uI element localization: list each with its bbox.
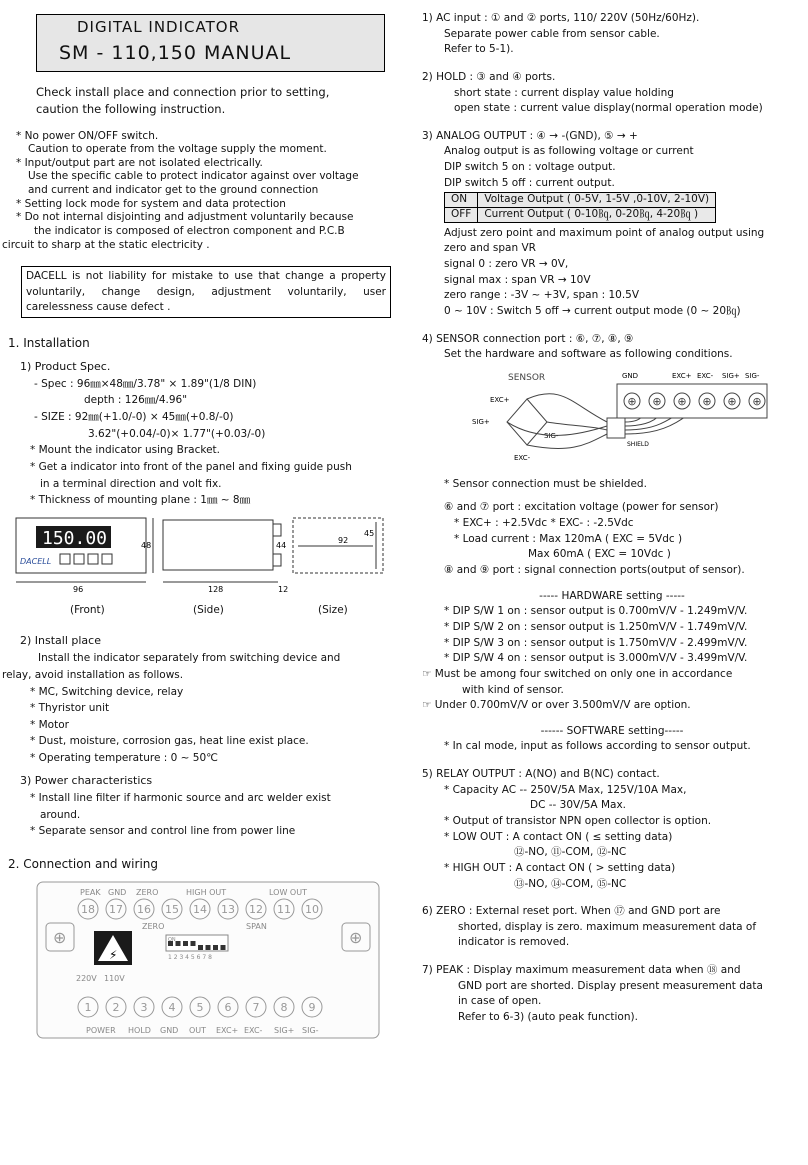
dim-size-h: 45: [364, 528, 375, 538]
bottom-terminal: 8: [280, 1000, 288, 1014]
wire-sig-plus: SIG+: [472, 417, 490, 426]
relay-line: * Output of transistor NPN open collector is option.: [444, 814, 712, 827]
dip-toggle: [183, 941, 188, 946]
bottom-terminal: 7: [252, 1000, 260, 1014]
analog-line: Analog output is as following voltage or current: [444, 145, 694, 158]
dip-toggle: [176, 941, 181, 946]
power-heading: 3) Power characteristics: [20, 773, 153, 787]
note: Caution to operate from the voltage supply the moment.: [28, 143, 327, 156]
label-peak: PEAK: [80, 887, 101, 897]
label-size: (Size): [318, 603, 348, 616]
screw-icon: ⊕: [652, 394, 662, 408]
intro-line: Check install place and connection prior to setting,: [36, 85, 330, 100]
peak-line: Refer to 6-3) (auto peak function).: [458, 1011, 638, 1024]
bottom-terminal: 2: [112, 1000, 120, 1014]
sensor-note: * Sensor connection must be shielded.: [444, 477, 647, 490]
analog-line: 0 ~ 10V : Switch 5 off → current output mode (0 ~ 20㏃): [444, 304, 741, 317]
lightning-icon: ⚡: [109, 947, 118, 962]
sensor-wires: [507, 394, 607, 449]
dim-front-h: 48: [141, 540, 152, 550]
dimension-drawings: [8, 514, 388, 594]
sensor-line: Set the hardware and software as following conditions.: [444, 348, 733, 361]
install-item: * Operating temperature : 0 ~ 50℃: [30, 752, 218, 765]
title-box: [36, 14, 385, 72]
note: circuit to sharp at the static electricity .: [2, 238, 210, 251]
ac-line: Separate power cable from sensor cable.: [444, 27, 660, 40]
sensor-diagram: [422, 364, 782, 476]
wire-exc-minus: EXC-: [514, 453, 531, 462]
term-exc-minus: EXC-: [697, 371, 714, 380]
peak-section: [422, 964, 802, 1025]
bottom-terminal: 4: [168, 1000, 176, 1014]
top-terminal: 14: [193, 902, 207, 916]
ac-heading: 1) AC input : ① and ② ports, 110/ 220V (50Hz/60Hz).: [422, 12, 700, 24]
label-gnd: GND: [108, 887, 127, 897]
hold-line: open state : current value display(normal operation mode): [454, 102, 763, 115]
analog-line: DIP switch 5 off : current output.: [444, 176, 615, 189]
term-exc-plus: EXC+: [672, 371, 692, 380]
top-terminal: 15: [165, 902, 179, 916]
product-spec-heading: 1) Product Spec.: [20, 359, 111, 373]
ac-line: Refer to 5-1).: [444, 43, 514, 56]
label-high-out: HIGH OUT: [186, 887, 227, 897]
label-exc-minus: EXC-: [244, 1025, 263, 1035]
must-line: ☞ Must be among four switched on only one in accordance: [422, 667, 733, 680]
dip-line: * DIP S/W 1 on : sensor output is 0.700mV/V - 1.249mV/V.: [444, 605, 748, 618]
dip-toggle: [213, 945, 218, 950]
note: and current and indicator get to the ground connection: [28, 184, 319, 197]
top-terminal: 17: [109, 902, 123, 916]
sensor-line: ⑥ and ⑦ port : excitation voltage (power for sensor): [444, 501, 719, 514]
zero-line: indicator is removed.: [458, 936, 570, 949]
peak-line: GND port are shorted. Display present measurement data: [458, 979, 763, 992]
relay-section: [422, 768, 802, 891]
sw-heading: ------ SOFTWARE setting-----: [540, 724, 684, 737]
left-column: [2, 10, 393, 1041]
bottom-terminal: 9: [308, 1000, 316, 1014]
side-bracket: [273, 524, 281, 536]
label-out: OUT: [189, 1025, 207, 1035]
cell: ON: [445, 193, 478, 208]
dip-line: * DIP S/W 4 on : sensor output is 3.000mV/V - 3.499mV/V.: [444, 652, 748, 665]
cell: Current Output ( 0-10㏃, 0-20㏃, 4-20㏃ ): [478, 208, 716, 223]
install-item: * MC, Switching device, relay: [30, 685, 184, 698]
hold-heading: 2) HOLD : ③ and ④ ports.: [422, 70, 556, 83]
table-row: [445, 208, 716, 223]
dip-numbers: 1 2 3 4 5 6 7 8: [168, 953, 212, 961]
label-side: (Side): [193, 603, 224, 616]
bullet: * Thickness of mounting plane : 1㎜ ~ 8㎜: [30, 494, 251, 507]
label-sig-minus: SIG-: [302, 1025, 319, 1035]
shield-label: SHIELD: [627, 440, 649, 448]
hold-line: short state : current display value holding: [454, 86, 674, 99]
hw-heading: ----- HARDWARE setting -----: [539, 589, 685, 602]
note: * No power ON/OFF switch.: [16, 129, 159, 142]
bridge: [507, 399, 547, 445]
note: * Input/output part are not isolated electrically.: [16, 156, 263, 169]
analog-line: signal max : span VR → 10V: [444, 273, 591, 286]
analog-table: [444, 192, 716, 222]
relay-line: * Capacity AC -- 250V/5A Max, 125V/10A Max,: [444, 783, 687, 796]
dim-side-h: 44: [276, 540, 287, 550]
dip-toggle: [198, 945, 203, 950]
label-gnd-b: GND: [160, 1025, 179, 1035]
cable-gland: [607, 418, 625, 438]
analog-line: zero and span VR: [444, 242, 536, 255]
install-para: Install the indicator separately from switching device and: [38, 652, 341, 665]
display-value: 150.00: [42, 527, 108, 549]
sensor-line: * Load current : Max 120mA ( EXC = 5Vdc ): [454, 532, 683, 545]
relay-line: ⑬-NO, ⑭-COM, ⑮-NC: [514, 877, 627, 890]
spec-line: - Spec : 96㎜×48㎜/3.78" × 1.89"(1/8 DIN): [34, 377, 257, 390]
label-span-vr: SPAN: [246, 921, 267, 931]
install-item: * Dust, moisture, corrosion gas, heat line exist place.: [30, 735, 309, 748]
dim-side-t: 12: [278, 584, 289, 594]
zero-section: [422, 905, 802, 950]
screw-icon: ⊕: [53, 927, 67, 947]
top-terminal: 18: [81, 902, 95, 916]
note: the indicator is composed of electron component and P.C.B: [34, 225, 345, 238]
spec-line: depth : 126㎜/4.96": [84, 394, 188, 407]
installation-heading: 1. Installation: [8, 335, 90, 350]
label-front: (Front): [70, 603, 105, 616]
dip-line: * DIP S/W 3 on : sensor output is 1.750mV/V - 2.499mV/V.: [444, 636, 748, 649]
analog-section: [422, 130, 802, 319]
hold-section: [422, 71, 802, 116]
bottom-terminal: 3: [140, 1000, 148, 1014]
label-zero-vr: ZERO: [142, 921, 165, 931]
sensor-line: * EXC+ : +2.5Vdc * EXC- : -2.5Vdc: [454, 517, 634, 530]
relay-line: * HIGH OUT : A contact ON ( > setting data): [444, 861, 676, 874]
drawing-labels: [8, 604, 393, 626]
install-para: relay, avoid installation as follows.: [2, 668, 184, 681]
term-gnd: GND: [622, 371, 639, 380]
peak-heading: 7) PEAK : Display maximum measurement data when ⑱ and: [422, 964, 741, 977]
install-item: * Thyristor unit: [30, 702, 110, 715]
analog-heading: 3) ANALOG OUTPUT : ④ → -(GND), ⑤ → +: [422, 129, 638, 142]
bottom-terminal: 6: [224, 1000, 232, 1014]
top-terminal: 10: [305, 902, 319, 916]
side-view: [163, 520, 273, 570]
screw-icon: ⊕: [702, 394, 712, 408]
relay-line: ⑫-NO, ⑪-COM, ⑫-NC: [514, 846, 627, 859]
side-bracket: [273, 554, 281, 566]
analog-line: DIP switch 5 on : voltage output.: [444, 161, 616, 174]
power-item: * Install line filter if harmonic source and arc welder exist: [30, 792, 331, 805]
note: Use the specific cable to protect indicator against over voltage: [28, 170, 359, 183]
label-low-out: LOW OUT: [269, 887, 307, 897]
ac-section: [422, 12, 802, 57]
relay-line: DC -- 30V/5A Max.: [530, 799, 626, 812]
zero-heading: 6) ZERO : External reset port. When ⑰ and GND port are: [422, 905, 721, 918]
connection-heading: 2. Connection and wiring: [8, 856, 159, 871]
title-line1: DIGITAL INDICATOR: [77, 18, 240, 36]
cell: OFF: [445, 208, 478, 223]
dim-front-w: 96: [73, 584, 84, 594]
sensor-title: SENSOR: [508, 372, 546, 383]
terminal-labels: [622, 372, 760, 380]
dip-line: * DIP S/W 2 on : sensor output is 1.250mV/V - 1.749mV/V.: [444, 620, 748, 633]
right-column: [422, 10, 802, 1027]
cal-line: * In cal mode, input as follows according to sensor output.: [444, 740, 751, 753]
peak-line: in case of open.: [458, 995, 542, 1008]
bullet: * Mount the indicator using Bracket.: [30, 444, 221, 457]
sensor-line: ⑧ and ⑨ port : signal connection ports(output of sensor).: [444, 564, 745, 577]
dip-toggle: [191, 941, 196, 946]
screw-icon: ⊕: [677, 394, 687, 408]
sensor-heading: 4) SENSOR connection port : ⑥, ⑦, ⑧, ⑨: [422, 332, 634, 345]
label-exc-plus: EXC+: [216, 1025, 239, 1035]
note: * Setting lock mode for system and data protection: [16, 197, 286, 210]
disclaimer-box: DACELL is not liability for mistake to use that change a property voluntarily, change design, adjustment voluntarily, user carelessness cause defect .: [21, 266, 391, 318]
wire-exc-plus: EXC+: [490, 395, 510, 404]
dim-side-l: 128: [208, 584, 224, 594]
label-zero: ZERO: [136, 887, 159, 897]
note: * Do not internal disjointing and adjustment voluntarily because: [16, 211, 354, 224]
top-labels: [80, 888, 307, 897]
table-row: [445, 193, 716, 208]
must-line: with kind of sensor.: [462, 683, 564, 696]
sensor-section: [422, 333, 802, 755]
term-sig-minus: SIG-: [745, 371, 760, 380]
label-hold: HOLD: [128, 1025, 151, 1035]
intro: [36, 84, 393, 117]
analog-line: signal 0 : zero VR → 0V,: [444, 257, 569, 270]
terminal-panel: [36, 881, 381, 1041]
analog-line: Adjust zero point and maximum point of analog output using: [444, 226, 765, 239]
power-item: * Separate sensor and control line from power line: [30, 825, 296, 838]
relay-line: * LOW OUT : A contact ON ( ≤ setting data): [444, 830, 673, 843]
under-line: ☞ Under 0.700mV/V or over 3.500mV/V are option.: [422, 699, 691, 712]
relay-heading: 5) RELAY OUTPUT : A(NO) and B(NC) contact.: [422, 768, 660, 781]
term-sig-plus: SIG+: [722, 371, 740, 380]
bullet: * Get a indicator into front of the panel and fixing guide push: [30, 461, 352, 474]
screw-icon: ⊕: [727, 394, 737, 408]
top-terminal: 11: [277, 902, 291, 916]
top-terminal: 13: [221, 902, 235, 916]
notes: [2, 129, 393, 253]
screw-icon: ⊕: [349, 927, 363, 947]
label-220v: 220V: [76, 973, 97, 983]
wire-sig-minus: SIG-: [544, 431, 559, 440]
top-terminal: 12: [249, 902, 263, 916]
spec-line: - SIZE : 92㎜(+1.0/-0) × 45㎜(+0.8/-0): [34, 411, 234, 424]
cell: Voltage Output ( 0-5V, 1-5V ,0-10V, 2-10V): [478, 193, 716, 208]
analog-line: zero range : -3V ~ +3V, span : 10.5V: [444, 289, 640, 302]
label-power: POWER: [86, 1025, 116, 1035]
bottom-terminal: 1: [84, 1000, 92, 1014]
spec-line: 3.62"(+0.04/-0)× 1.77"(+0.03/-0): [88, 427, 266, 440]
install-item: * Motor: [30, 718, 69, 731]
dip-on-label: ON: [168, 936, 176, 943]
power-item: around.: [40, 808, 81, 821]
title-line2: SM - 110,150 MANUAL: [59, 41, 292, 64]
zero-line: shorted, display is zero. maximum measurement data of: [458, 920, 757, 933]
top-terminal: 16: [137, 902, 151, 916]
intro-line: caution the following instruction.: [36, 101, 226, 116]
sensor-line: Max 60mA ( EXC = 10Vdc ): [528, 548, 671, 561]
dim-size-w: 92: [338, 535, 349, 545]
install-place-heading: 2) Install place: [20, 633, 101, 647]
bullet: in a terminal direction and volt fix.: [40, 477, 222, 490]
label-110v: 110V: [104, 973, 125, 983]
brand-logo: DACELL: [20, 556, 52, 566]
screw-icon: ⊕: [627, 394, 637, 408]
label-sig-plus: SIG+: [274, 1025, 295, 1035]
screw-icon: ⊕: [752, 394, 762, 408]
dip-toggle: [206, 945, 211, 950]
bottom-terminal: 5: [196, 1000, 204, 1014]
dip-toggle: [221, 945, 226, 950]
